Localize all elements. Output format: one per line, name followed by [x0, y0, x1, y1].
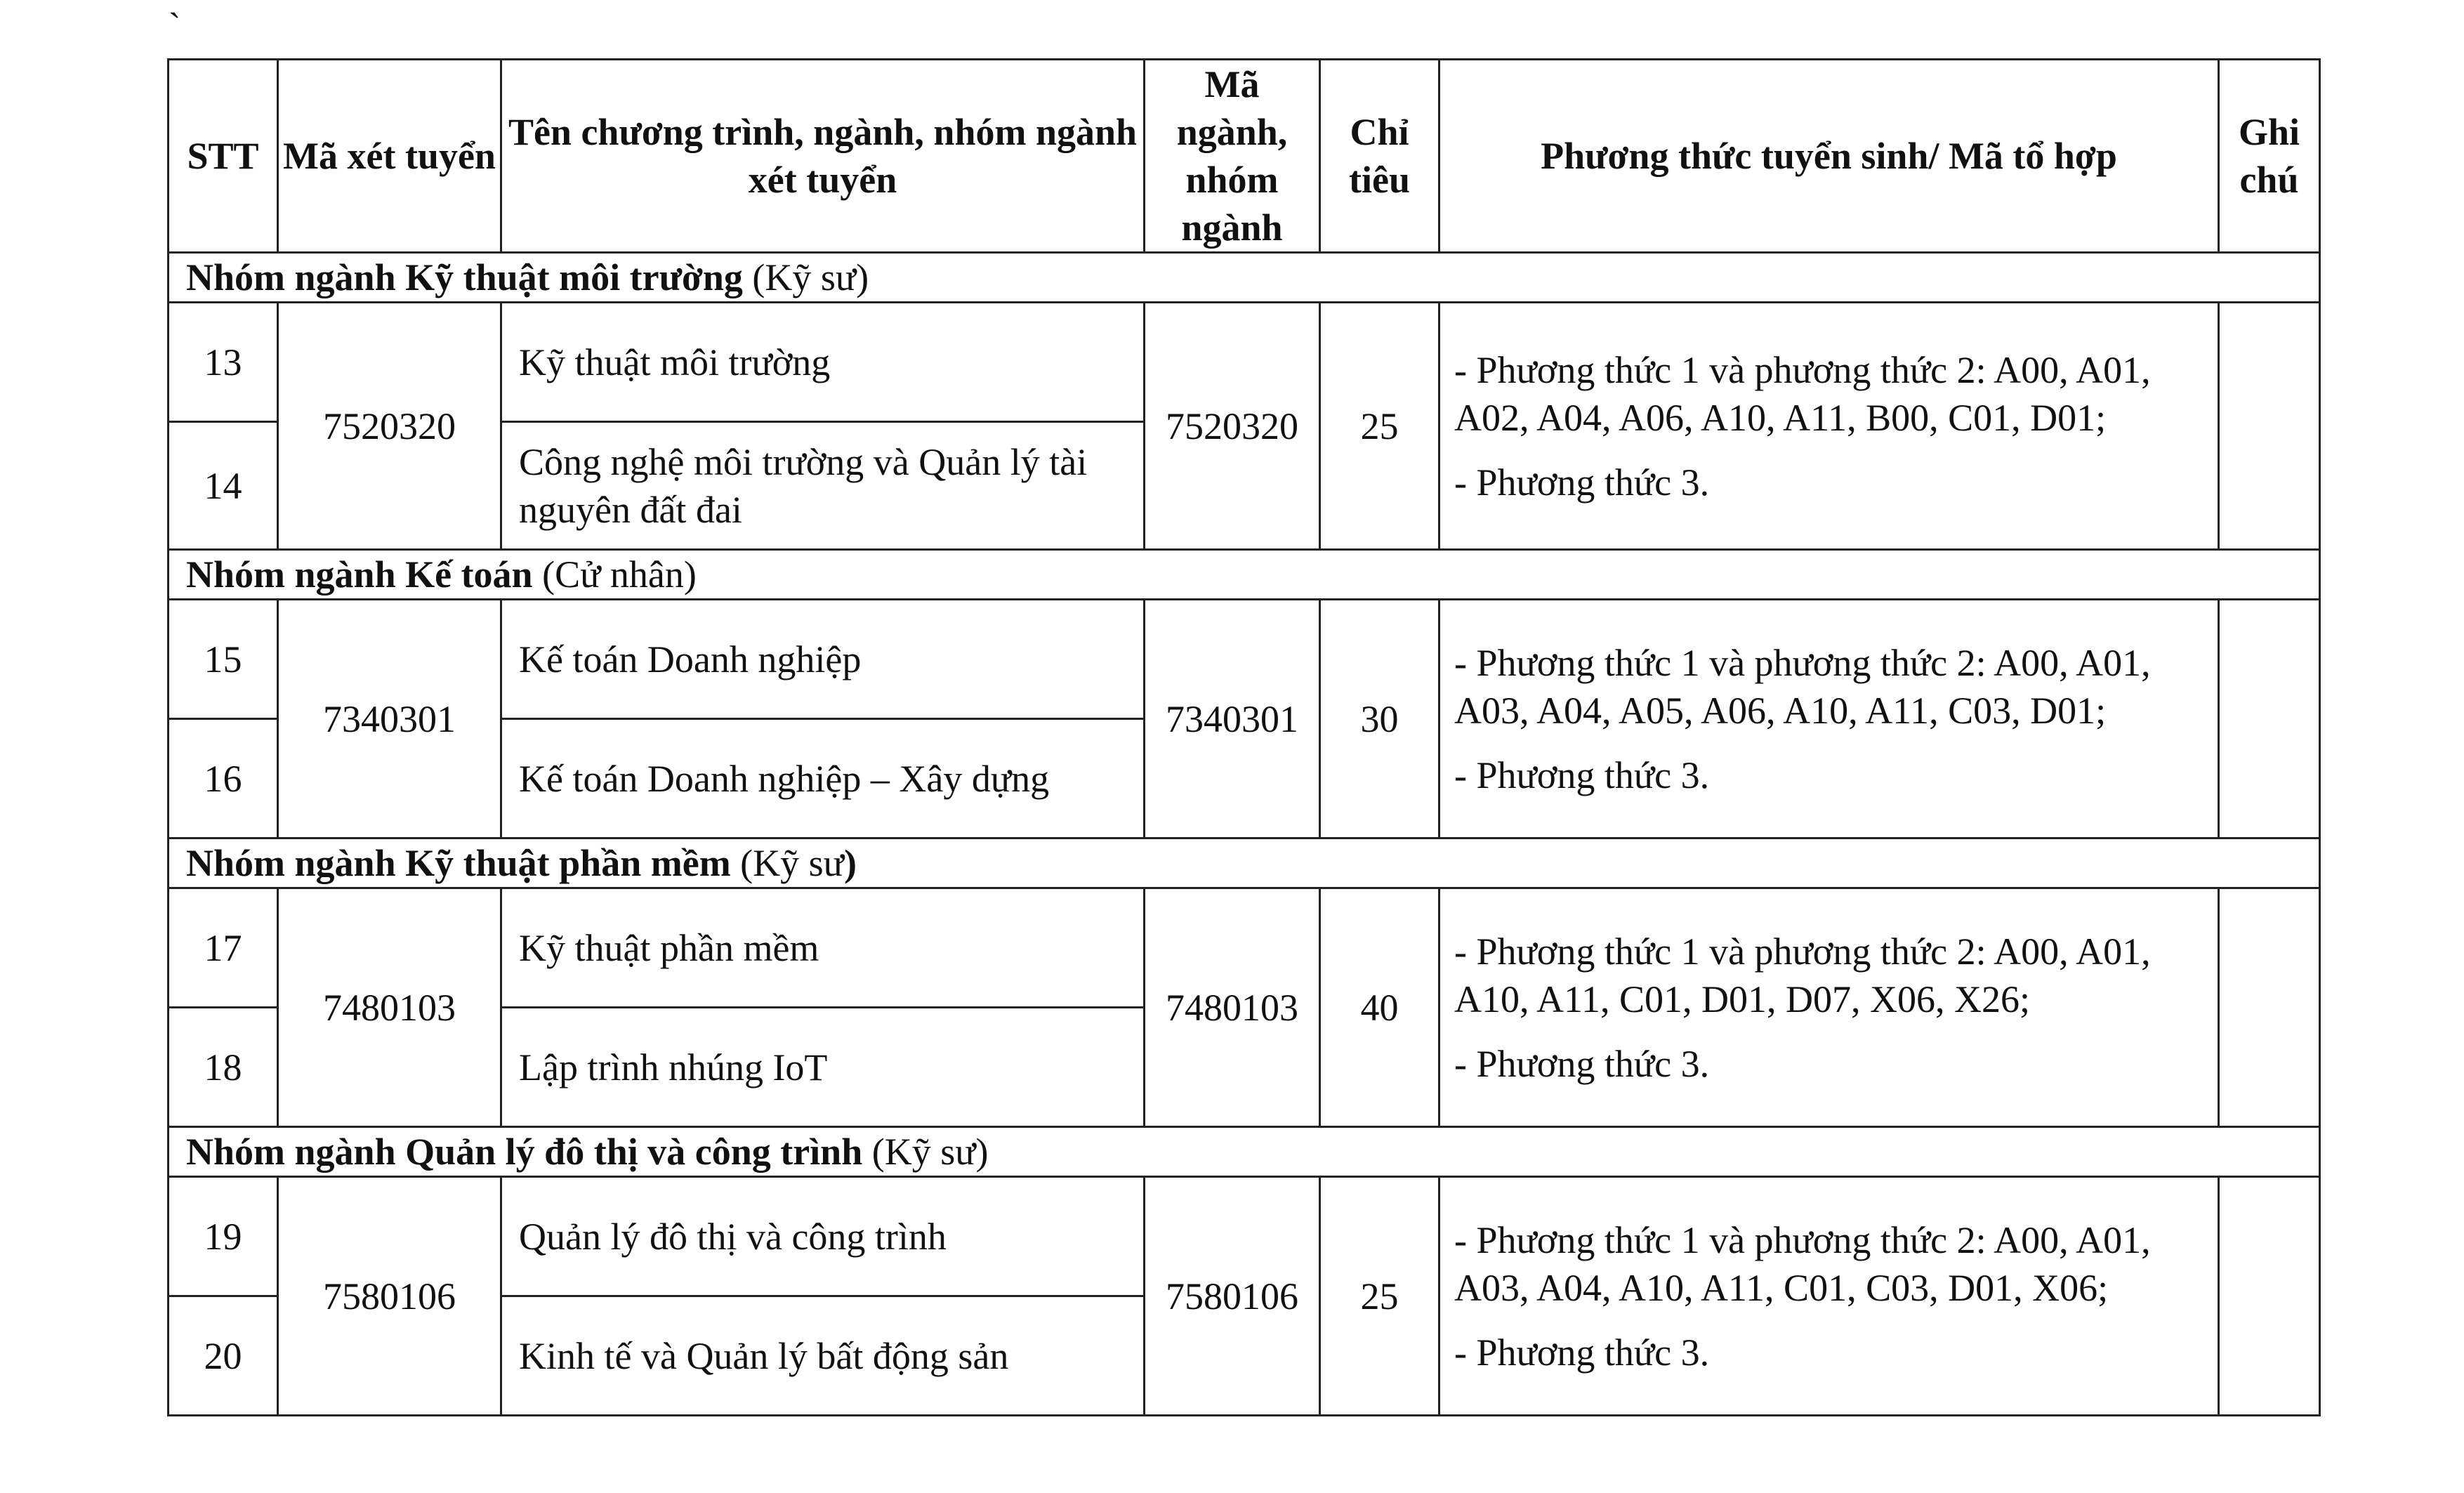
- method-line-1: - Phương thức 1 và phương thức 2: A00, A01, A10, A11, C01, D01, D07, X06, X26;: [1454, 930, 2151, 1020]
- method-line-2: - Phương thức 3.: [1454, 754, 1710, 796]
- ma-xet-tuyen-cell: 7580106: [278, 1177, 501, 1416]
- header-ma-nganh: Mã ngành, nhóm ngành: [1145, 60, 1320, 253]
- header-chi-tieu: Chỉ tiêu: [1320, 60, 1439, 253]
- group-row: [169, 550, 2320, 600]
- table-row: [169, 1177, 2320, 1296]
- method-cell: [1439, 888, 2219, 1127]
- group-title: [169, 253, 2320, 303]
- stt-cell: 18: [169, 1008, 278, 1127]
- group-title: [169, 1127, 2320, 1177]
- ma-nganh-cell: 7580106: [1145, 1177, 1320, 1416]
- table-row: [169, 303, 2320, 422]
- method-cell: [1439, 1177, 2219, 1416]
- ghi-chu-cell: [2219, 303, 2320, 550]
- program-name-cell: Kế toán Doanh nghiệp – Xây dựng: [501, 719, 1145, 838]
- chi-tieu-cell: 30: [1320, 600, 1439, 838]
- group-title: [169, 838, 2320, 888]
- method-line-2: - Phương thức 3.: [1454, 1331, 1710, 1374]
- program-name-cell: Quản lý đô thị và công trình: [501, 1177, 1145, 1296]
- group-degree: (Cử nhân): [532, 553, 697, 596]
- program-name-cell: Kỹ thuật môi trường: [501, 303, 1145, 422]
- program-name-cell: Lập trình nhúng IoT: [501, 1008, 1145, 1127]
- group-name: Nhóm ngành Quản lý đô thị và công trình: [186, 1131, 863, 1173]
- group-name: Nhóm ngành Kế toán: [186, 553, 533, 596]
- table-row: [169, 600, 2320, 719]
- header-ghi-chu: Ghi chú: [2219, 60, 2320, 253]
- group-row: [169, 253, 2320, 303]
- page-mark: `: [169, 6, 181, 46]
- admissions-table: [167, 58, 2321, 1416]
- method-cell: [1439, 303, 2219, 550]
- group-name: Nhóm ngành Kỹ thuật môi trường: [186, 256, 743, 298]
- program-name-cell: Công nghệ môi trường và Quản lý tài nguyên đất đai: [501, 422, 1145, 550]
- chi-tieu-cell: 40: [1320, 888, 1439, 1127]
- stt-cell: 20: [169, 1296, 278, 1416]
- header-ten-chuong-trinh: Tên chương trình, ngành, nhóm ngành xét tuyển: [501, 60, 1145, 253]
- method-line-1: - Phương thức 1 và phương thức 2: A00, A01, A02, A04, A06, A10, A11, B00, C01, D01;: [1454, 348, 2151, 439]
- stt-cell: 13: [169, 303, 278, 422]
- ma-xet-tuyen-cell: 7520320: [278, 303, 501, 550]
- header-ma-xet-tuyen: Mã xét tuyển: [278, 60, 501, 253]
- header-phuong-thuc: Phương thức tuyển sinh/ Mã tổ hợp: [1439, 60, 2219, 253]
- program-name-cell: Kỹ thuật phần mềm: [501, 888, 1145, 1008]
- program-name-cell: Kinh tế và Quản lý bất động sản: [501, 1296, 1145, 1416]
- table-row: [169, 888, 2320, 1008]
- stt-cell: 19: [169, 1177, 278, 1296]
- method-line-1: - Phương thức 1 và phương thức 2: A00, A01, A03, A04, A05, A06, A10, A11, C03, D01;: [1454, 641, 2151, 732]
- group-degree: (Kỹ sư): [742, 256, 869, 298]
- group-degree-close: ): [843, 842, 857, 884]
- stt-cell: 14: [169, 422, 278, 550]
- group-degree: (Kỹ sư): [862, 1131, 989, 1173]
- ma-nganh-cell: 7340301: [1145, 600, 1320, 838]
- method-cell: [1439, 600, 2219, 838]
- ghi-chu-cell: [2219, 600, 2320, 838]
- ma-nganh-cell: 7520320: [1145, 303, 1320, 550]
- ghi-chu-cell: [2219, 888, 2320, 1127]
- method-line-1: - Phương thức 1 và phương thức 2: A00, A01, A03, A04, A10, A11, C01, C03, D01, X06;: [1454, 1218, 2151, 1309]
- group-row: [169, 1127, 2320, 1177]
- stt-cell: 15: [169, 600, 278, 719]
- ma-xet-tuyen-cell: 7480103: [278, 888, 501, 1127]
- group-degree: (Kỹ sư: [730, 842, 844, 884]
- method-line-2: - Phương thức 3.: [1454, 461, 1710, 504]
- group-name: Nhóm ngành Kỹ thuật phần mềm: [186, 842, 731, 884]
- method-line-2: - Phương thức 3.: [1454, 1042, 1710, 1085]
- chi-tieu-cell: 25: [1320, 303, 1439, 550]
- program-name-cell: Kế toán Doanh nghiệp: [501, 600, 1145, 719]
- stt-cell: 17: [169, 888, 278, 1008]
- ma-xet-tuyen-cell: 7340301: [278, 600, 501, 838]
- header-row: [169, 60, 2320, 253]
- stt-cell: 16: [169, 719, 278, 838]
- group-title: [169, 550, 2320, 600]
- chi-tieu-cell: 25: [1320, 1177, 1439, 1416]
- group-row: [169, 838, 2320, 888]
- ghi-chu-cell: [2219, 1177, 2320, 1416]
- ma-nganh-cell: 7480103: [1145, 888, 1320, 1127]
- header-stt: STT: [169, 60, 278, 253]
